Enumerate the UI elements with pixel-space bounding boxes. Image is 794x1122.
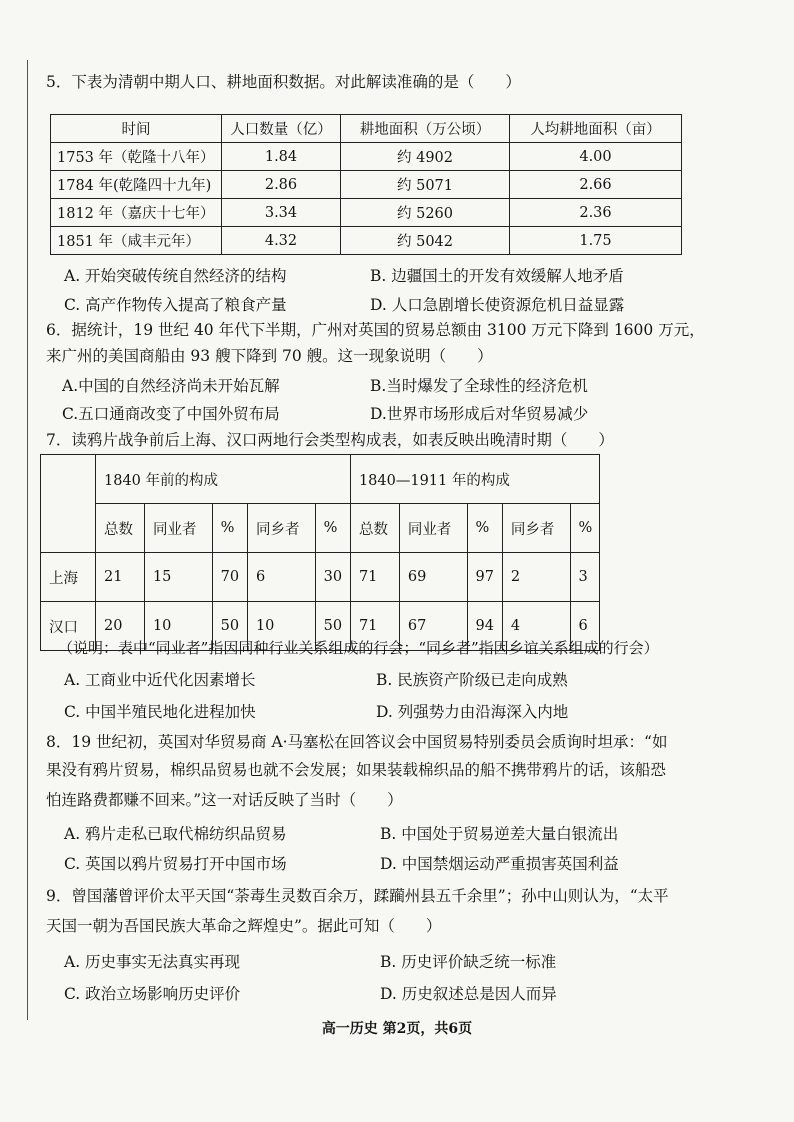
table-header: 总数: [96, 504, 145, 553]
q5-option-b: B. 边疆国土的开发有效缓解人地矛盾: [370, 267, 624, 285]
q6-option-a: A.中国的自然经济尚未开始瓦解: [62, 377, 280, 395]
q8-stem-line3: 怕连路费都赚不回来。”这一对话反映了当时（ ）: [46, 791, 403, 809]
table-cell: 4.32: [222, 227, 341, 255]
table-cell: 3: [570, 553, 599, 602]
table-header: 总数: [350, 504, 399, 553]
table-header: 同乡者: [502, 504, 570, 553]
q8-option-a: A. 鸦片走私已取代棉纺织品贸易: [64, 825, 287, 843]
table-cell: 21: [96, 553, 145, 602]
table-cell: 1784 年(乾隆四十九年): [51, 171, 222, 199]
table-row: [41, 553, 600, 602]
q9-option-c: C. 政治立场影响历史评价: [64, 985, 241, 1003]
table-cell: 10: [247, 602, 315, 651]
q9-stem-line1: 9．曾国藩曾评价太平天国“荼毒生灵数百余万，蹂躏州县五千余里”；孙中山则认为，“太平: [46, 887, 669, 905]
table-header: 人口数量（亿）: [222, 115, 341, 143]
table-cell: 2.86: [222, 171, 341, 199]
table-cell: 约 5071: [341, 171, 510, 199]
table-cell: 69: [399, 553, 467, 602]
q5-option-c: C. 高产作物传入提高了粮食产量: [64, 296, 287, 314]
table-header: %: [315, 504, 350, 553]
table-cell: 50: [212, 602, 247, 651]
table-cell: 10: [144, 602, 212, 651]
q9-option-b: B. 历史评价缺乏统一标准: [380, 953, 557, 971]
table-cell: 3.34: [222, 199, 341, 227]
table-cell: 15: [144, 553, 212, 602]
page-footer: 高一历史 第2页，共6页: [321, 1021, 473, 1037]
table-cell: 1812 年（嘉庆十七年）: [51, 199, 222, 227]
table-cell: 2.36: [510, 199, 682, 227]
q5-table: [50, 114, 682, 255]
table-subheader-row: [41, 504, 600, 553]
table-cell: 2.66: [510, 171, 682, 199]
table-cell: 2: [502, 553, 570, 602]
q9-option-d: D. 历史叙述总是因人而异: [380, 985, 557, 1003]
table-row: [51, 227, 682, 255]
table-cell: 97: [467, 553, 502, 602]
q7-option-b: B. 民族资产阶级已走向成熟: [376, 671, 568, 689]
table-row-label: 上海: [41, 553, 96, 602]
table-header: 同业者: [144, 504, 212, 553]
q8-stem-line1: 8．19 世纪初，英国对华贸易商 A·马塞松在回答议会中国贸易特别委员会质询时坦承：“如: [46, 733, 668, 751]
table-header: 人均耕地面积（亩）: [510, 115, 682, 143]
table-header: 同业者: [399, 504, 467, 553]
table-header-row: [41, 455, 600, 504]
table-cell: 约 4902: [341, 143, 510, 171]
binding-margin-line: [27, 60, 28, 1020]
q6-stem-line2: 来广州的美国商船由 93 艘下降到 70 艘。这一现象说明（ ）: [46, 347, 493, 365]
table-cell: 71: [350, 602, 399, 651]
q6-option-c: C.五口通商改变了中国外贸布局: [62, 405, 280, 423]
table-cell: 4: [502, 602, 570, 651]
table-group-header: 1840—1911 年的构成: [350, 455, 599, 504]
q6-stem-line1: 6．据统计，19 世纪 40 年代下半期，广州对英国的贸易总额由 3100 万元下降到 1600 万元，: [46, 321, 705, 339]
table-header: 同乡者: [247, 504, 315, 553]
q6-option-b: B.当时爆发了全球性的经济危机: [370, 377, 588, 395]
table-cell: 1.75: [510, 227, 682, 255]
q7-option-a: A. 工商业中近代化因素增长: [64, 671, 256, 689]
table-cell: 94: [467, 602, 502, 651]
table-header: %: [212, 504, 247, 553]
q9-stem-line2: 天国一朝为吾国民族大革命之辉煌史”。据此可知（ ）: [46, 917, 442, 935]
table-header: %: [467, 504, 502, 553]
q5-option-a: A. 开始突破传统自然经济的结构: [64, 267, 287, 285]
q7-table: [40, 454, 600, 651]
table-row-label: 汉口: [41, 602, 96, 651]
table-cell: 6: [570, 602, 599, 651]
q9-option-a: A. 历史事实无法真实再现: [64, 953, 241, 971]
q7-option-d: D. 列强势力由沿海深入内地: [376, 703, 569, 721]
q8-option-c: C. 英国以鸦片贸易打开中国市场: [64, 855, 287, 873]
table-cell: 1753 年（乾隆十八年）: [51, 143, 222, 171]
table-group-header: 1840 年前的构成: [96, 455, 351, 504]
table-cell: 30: [315, 553, 350, 602]
table-cell: 71: [350, 553, 399, 602]
table-header: 时间: [51, 115, 222, 143]
q7-option-c: C. 中国半殖民地化进程加快: [64, 703, 256, 721]
table-cell: 20: [96, 602, 145, 651]
table-row: [51, 143, 682, 171]
table-cell: 50: [315, 602, 350, 651]
table-cell: 约 5260: [341, 199, 510, 227]
table-cell: 6: [247, 553, 315, 602]
q7-stem: 7．读鸦片战争前后上海、汉口两地行会类型构成表，如表反映出晚清时期（ ）: [46, 431, 614, 449]
table-row: [51, 171, 682, 199]
table-cell: 67: [399, 602, 467, 651]
table-header: %: [570, 504, 599, 553]
q8-option-b: B. 中国处于贸易逆差大量白银流出: [380, 825, 619, 843]
table-header-row: [51, 115, 682, 143]
table-cell: 4.00: [510, 143, 682, 171]
q6-option-d: D.世界市场形成后对华贸易减少: [370, 405, 589, 423]
table-cell: 1851 年（咸丰元年）: [51, 227, 222, 255]
table-corner-cell: [41, 455, 96, 553]
q5-option-d: D. 人口急剧增长使资源危机日益显露: [370, 296, 625, 314]
table-cell: 1.84: [222, 143, 341, 171]
table-header: 耕地面积（万公顷）: [341, 115, 510, 143]
q8-stem-line2: 果没有鸦片贸易，棉织品贸易也就不会发展；如果装载棉织品的船不携带鸦片的话，该船恐: [46, 761, 667, 779]
table-row: [51, 199, 682, 227]
q5-stem: 5．下表为清朝中期人口、耕地面积数据。对此解读准确的是（ ）: [46, 73, 521, 91]
table-cell: 70: [212, 553, 247, 602]
q7-note: （说明：表中“同业者”指因同种行业关系组成的行会；“同乡者”指因乡谊关系组成的行会）: [58, 639, 659, 657]
table-cell: 约 5042: [341, 227, 510, 255]
q8-option-d: D. 中国禁烟运动严重损害英国利益: [380, 855, 619, 873]
